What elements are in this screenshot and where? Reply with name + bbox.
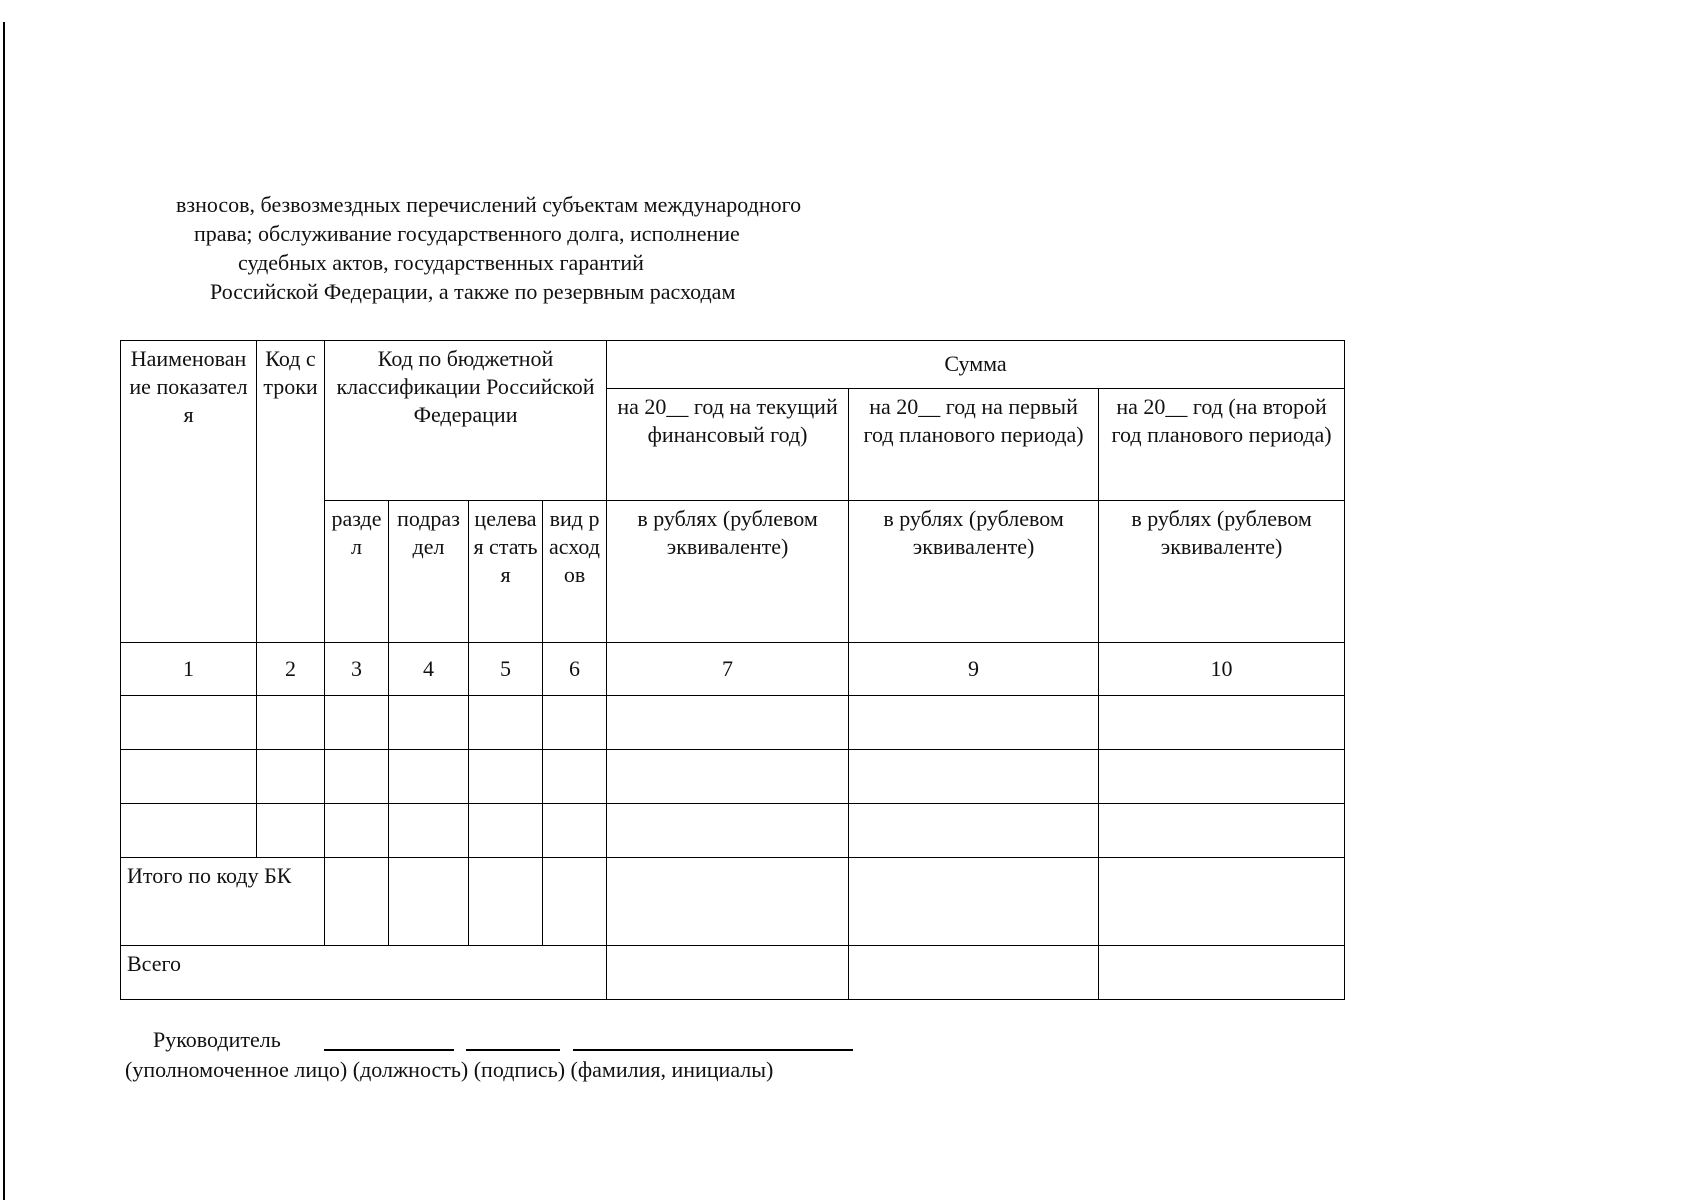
header-period-current: на 20__ год на текущий финансовый год) [607, 388, 849, 501]
header-period-first: на 20__ год на первый год планового периода) [849, 388, 1099, 501]
table-cell [257, 750, 325, 804]
header-sum: Сумма [607, 341, 1345, 389]
header-period-second: на 20__ год (на второй год планового периода) [1099, 388, 1345, 501]
table-cell [389, 750, 469, 804]
budget-table [120, 340, 1345, 1000]
signature-captions: (уполномоченное лицо) (должность) (подпись) (фамилия, инициалы) [125, 1057, 774, 1082]
column-number: 10 [1099, 642, 1345, 696]
table-cell [121, 804, 257, 858]
column-number: 6 [543, 642, 607, 696]
table-cell [849, 750, 1099, 804]
header-bk-code: Код по бюджетной классификации Российской Федерации [325, 341, 607, 501]
table-cell [469, 750, 543, 804]
table-cell [1099, 750, 1345, 804]
total-bk-label: Итого по коду БК [121, 857, 325, 945]
heading-line-4: Российской Федерации, а также по резервным расходам [210, 279, 736, 304]
heading-line-2: права; обслуживание государственного долга, исполнение [194, 221, 740, 246]
table-cell [389, 857, 469, 945]
table-cell [121, 696, 257, 750]
column-number: 3 [325, 642, 389, 696]
column-number: 1 [121, 642, 257, 696]
table-cell [607, 946, 849, 1000]
table-cell [121, 750, 257, 804]
column-number-row [121, 642, 1345, 696]
table-cell [607, 857, 849, 945]
table-cell [257, 696, 325, 750]
table-cell [543, 804, 607, 858]
table-cell [469, 804, 543, 858]
table-cell [607, 750, 849, 804]
table-cell [325, 804, 389, 858]
position-line [324, 1049, 454, 1051]
table-cell [543, 696, 607, 750]
column-number: 2 [257, 642, 325, 696]
form-heading [160, 190, 1160, 306]
table-cell [325, 750, 389, 804]
table-cell [849, 696, 1099, 750]
signature-block [125, 1025, 1025, 1085]
heading-line-1: взносов, безвозмездных перечислений субъектам международного [176, 192, 802, 217]
table-cell [325, 857, 389, 945]
table-row [121, 696, 1345, 750]
header-section: раздел [325, 501, 389, 642]
table-row [121, 750, 1345, 804]
table-cell [1099, 804, 1345, 858]
signature-role: Руководитель [153, 1027, 281, 1052]
grand-total-label: Всего [121, 946, 607, 1000]
table-cell [469, 857, 543, 945]
header-indicator-name: Наименование показателя [121, 341, 257, 643]
table-cell [325, 696, 389, 750]
table-cell [1099, 857, 1345, 945]
name-line [573, 1049, 853, 1051]
header-rub-current: в рублях (рублевом эквиваленте) [607, 501, 849, 642]
table-cell [849, 946, 1099, 1000]
table-cell [1099, 946, 1345, 1000]
header-subsection: подраздел [389, 501, 469, 642]
table-cell [607, 804, 849, 858]
header-rub-second: в рублях (рублевом эквиваленте) [1099, 501, 1345, 642]
column-number: 7 [607, 642, 849, 696]
header-line-code: Код строки [257, 341, 325, 643]
table-cell [257, 804, 325, 858]
header-expense-type: вид расходов [543, 501, 607, 642]
table-cell [849, 804, 1099, 858]
column-number: 9 [849, 642, 1099, 696]
header-rub-first: в рублях (рублевом эквиваленте) [849, 501, 1099, 642]
grand-total-row [121, 946, 1345, 1000]
table-cell [389, 696, 469, 750]
table-cell [1099, 696, 1345, 750]
signature-line [466, 1049, 560, 1051]
total-bk-row [121, 857, 1345, 945]
page-edge-line [3, 22, 5, 1200]
table-cell [469, 696, 543, 750]
column-number: 4 [389, 642, 469, 696]
table-cell [607, 696, 849, 750]
table-cell [389, 804, 469, 858]
header-target-article: целевая статья [469, 501, 543, 642]
table-cell [543, 750, 607, 804]
table-row [121, 804, 1345, 858]
table-cell [849, 857, 1099, 945]
column-number: 5 [469, 642, 543, 696]
heading-line-3: судебных актов, государственных гарантий [238, 250, 644, 275]
table-cell [543, 857, 607, 945]
